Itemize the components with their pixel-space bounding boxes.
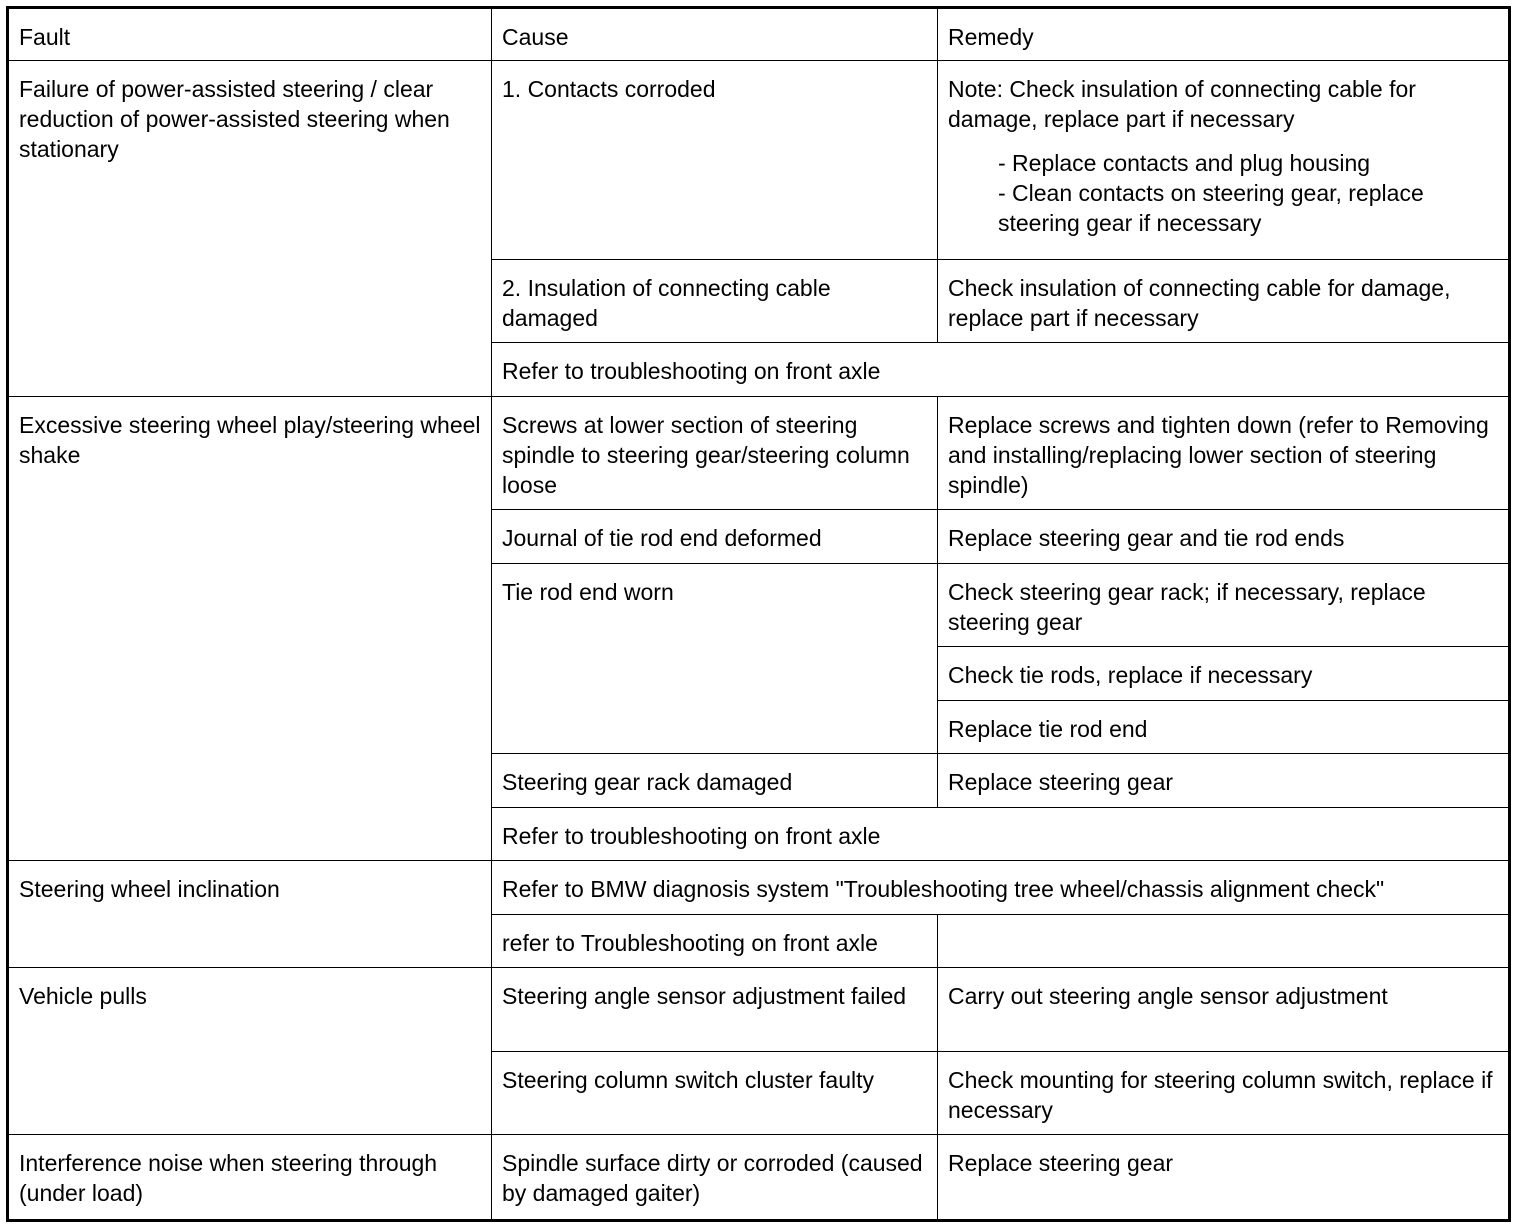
cause-cell: Steering gear rack damaged bbox=[492, 754, 938, 808]
reference-cell: Refer to troubleshooting on front axle bbox=[492, 808, 1510, 861]
header-cause: Cause bbox=[492, 8, 938, 61]
fault-cell: Vehicle pulls bbox=[8, 968, 492, 1135]
fault-cell: Steering wheel inclination bbox=[8, 861, 492, 968]
cause-cell: Screws at lower section of steering spindle to steering gear/steering column loose bbox=[492, 397, 938, 510]
remedy-cell: Replace steering gear bbox=[938, 754, 1510, 808]
list-item: - Clean contacts on steering gear, replace steering gear if necessary bbox=[998, 180, 1424, 236]
table-row bbox=[8, 1135, 1510, 1221]
remedy-cell: Check insulation of connecting cable for damage, replace part if necessary bbox=[938, 260, 1510, 343]
list-item: - Replace contacts and plug housing bbox=[998, 150, 1371, 176]
reference-cell: refer to Troubleshooting on front axle bbox=[492, 915, 938, 968]
table-row bbox=[8, 861, 1510, 915]
remedy-cell: Replace steering gear and tie rod ends bbox=[938, 510, 1510, 564]
table-row bbox=[8, 397, 1510, 510]
cause-cell: Spindle surface dirty or corroded (caused by damaged gaiter) bbox=[492, 1135, 938, 1221]
reference-cell: Refer to BMW diagnosis system "Troubleshooting tree wheel/chassis alignment check" bbox=[492, 861, 1510, 915]
header-remedy: Remedy bbox=[938, 8, 1510, 61]
cause-cell: 2. Insulation of connecting cable damaged bbox=[492, 260, 938, 343]
cause-cell: Journal of tie rod end deformed bbox=[492, 510, 938, 564]
troubleshooting-table bbox=[6, 6, 1511, 1222]
table-row bbox=[8, 61, 1510, 260]
remedy-cell: Check mounting for steering column switch, replace if necessary bbox=[938, 1052, 1510, 1135]
empty-cell bbox=[938, 915, 1510, 968]
fault-cell: Excessive steering wheel play/steering wheel shake bbox=[8, 397, 492, 861]
cause-cell: Steering angle sensor adjustment failed bbox=[492, 968, 938, 1052]
table-row bbox=[8, 968, 1510, 1052]
reference-cell: Refer to troubleshooting on front axle bbox=[492, 343, 1510, 397]
remedy-cell: Check tie rods, replace if necessary bbox=[938, 647, 1510, 701]
header-fault: Fault bbox=[8, 8, 492, 61]
fault-cell: Interference noise when steering through (under load) bbox=[8, 1135, 492, 1221]
remedy-cell bbox=[938, 61, 1510, 260]
remedy-cell: Replace tie rod end bbox=[938, 701, 1510, 754]
cause-cell: 1. Contacts corroded bbox=[492, 61, 938, 260]
fault-cell: Failure of power-assisted steering / clear reduction of power-assisted steering when stationary bbox=[8, 61, 492, 397]
remedy-cell: Replace steering gear bbox=[938, 1135, 1510, 1221]
header-row bbox=[8, 8, 1510, 61]
remedy-list bbox=[948, 148, 1498, 238]
cause-cell: Steering column switch cluster faulty bbox=[492, 1052, 938, 1135]
cause-cell: Tie rod end worn bbox=[492, 564, 938, 754]
remedy-cell: Carry out steering angle sensor adjustment bbox=[938, 968, 1510, 1052]
remedy-cell: Replace screws and tighten down (refer to Removing and installing/replacing lower section of steering spindle) bbox=[938, 397, 1510, 510]
remedy-cell: Check steering gear rack; if necessary, replace steering gear bbox=[938, 564, 1510, 647]
remedy-note: Note: Check insulation of connecting cable for damage, replace part if necessary bbox=[948, 76, 1416, 132]
